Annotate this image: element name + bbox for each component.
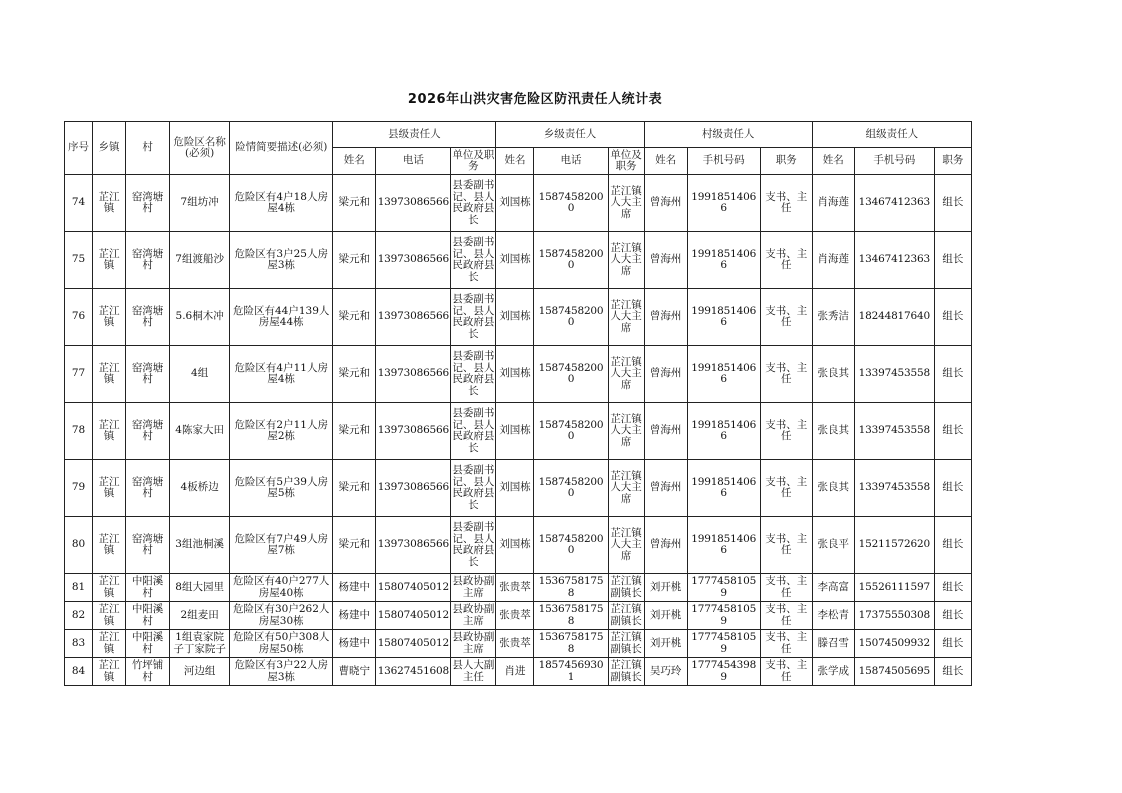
cell-village-leader-name: 曾海州	[644, 517, 687, 574]
table-row	[65, 602, 972, 630]
cell-township-phone: 15874582000	[534, 175, 608, 232]
cell-town: 芷江镇	[93, 289, 126, 346]
cell-county-duty: 县委副书记、县人民政府县长	[451, 517, 496, 574]
cell-village: 窑湾塘村	[126, 175, 170, 232]
cell-village: 竹坪铺村	[126, 658, 170, 686]
cell-village: 窑湾塘村	[126, 346, 170, 403]
cell-team-leader-duty: 组长	[934, 574, 971, 602]
table-row	[65, 346, 972, 403]
header-township-duty: 单位及职务	[608, 148, 644, 175]
cell-team-leader-mobile: 13397453558	[854, 403, 934, 460]
cell-county-phone: 13973086566	[376, 460, 451, 517]
cell-team-leader-mobile: 15211572620	[854, 517, 934, 574]
cell-township-phone: 15874582000	[534, 346, 608, 403]
cell-description: 危险区有44户139人房屋44栋	[230, 289, 333, 346]
cell-township-name: 刘国栋	[496, 460, 534, 517]
cell-seq: 81	[65, 574, 93, 602]
cell-village-leader-mobile: 17774581059	[687, 630, 760, 658]
cell-township-duty: 芷江镇人大主席	[608, 517, 644, 574]
header-team-mobile: 手机号码	[854, 148, 934, 175]
table-row	[65, 175, 972, 232]
cell-village-leader-mobile: 19918514066	[687, 517, 760, 574]
cell-team-leader-mobile: 15074509932	[854, 630, 934, 658]
cell-seq: 79	[65, 460, 93, 517]
cell-team-leader-duty: 组长	[934, 460, 971, 517]
cell-county-phone: 13973086566	[376, 403, 451, 460]
cell-area-name: 4板桥边	[170, 460, 230, 517]
cell-county-name: 杨建中	[333, 630, 376, 658]
cell-county-name: 杨建中	[333, 602, 376, 630]
cell-county-duty: 县委副书记、县人民政府县长	[451, 289, 496, 346]
header-township-name: 姓名	[496, 148, 534, 175]
cell-county-duty: 县人大副主任	[451, 658, 496, 686]
cell-county-name: 梁元和	[333, 403, 376, 460]
header-village-name: 姓名	[644, 148, 687, 175]
cell-team-leader-name: 张良其	[812, 346, 854, 403]
cell-village-leader-name: 刘开桃	[644, 574, 687, 602]
cell-description: 危险区有50户308人房屋50栋	[230, 630, 333, 658]
cell-township-phone: 15367581758	[534, 630, 608, 658]
cell-description: 危险区有3户25人房屋3栋	[230, 232, 333, 289]
cell-team-leader-name: 张良其	[812, 403, 854, 460]
cell-village-leader-name: 刘开桃	[644, 630, 687, 658]
cell-county-duty: 县政协副主席	[451, 602, 496, 630]
cell-village-leader-duty: 支书、主任	[760, 517, 812, 574]
cell-team-leader-name: 肖海莲	[812, 232, 854, 289]
cell-village: 窑湾塘村	[126, 403, 170, 460]
cell-township-duty: 芷江镇人大主席	[608, 175, 644, 232]
cell-township-duty: 芷江镇人大主席	[608, 403, 644, 460]
cell-township-name: 肖进	[496, 658, 534, 686]
cell-team-leader-name: 滕召雪	[812, 630, 854, 658]
cell-village-leader-name: 曾海州	[644, 403, 687, 460]
cell-description: 危险区有40户277人房屋40栋	[230, 574, 333, 602]
cell-town: 芷江镇	[93, 658, 126, 686]
header-village-mobile: 手机号码	[687, 148, 760, 175]
header-team-name: 姓名	[812, 148, 854, 175]
header-village-group: 村级责任人	[644, 122, 812, 148]
cell-township-name: 刘国栋	[496, 289, 534, 346]
cell-team-leader-duty: 组长	[934, 232, 971, 289]
cell-township-phone: 18574569301	[534, 658, 608, 686]
cell-team-leader-name: 李高富	[812, 574, 854, 602]
header-township-group: 乡级责任人	[496, 122, 644, 148]
cell-area-name: 1组袁家院子丁家院子	[170, 630, 230, 658]
cell-village: 窑湾塘村	[126, 517, 170, 574]
cell-seq: 80	[65, 517, 93, 574]
cell-county-duty: 县委副书记、县人民政府县长	[451, 232, 496, 289]
responsibility-table	[64, 121, 972, 686]
cell-village-leader-name: 曾海州	[644, 232, 687, 289]
table-row	[65, 460, 972, 517]
cell-village-leader-duty: 支书、主任	[760, 602, 812, 630]
cell-description: 危险区有30户262人房屋30栋	[230, 602, 333, 630]
cell-team-leader-mobile: 13467412363	[854, 232, 934, 289]
cell-village-leader-mobile: 17774581059	[687, 602, 760, 630]
cell-township-duty: 芷江镇人大主席	[608, 232, 644, 289]
cell-area-name: 5.6桐木冲	[170, 289, 230, 346]
cell-township-duty: 芷江镇人大主席	[608, 460, 644, 517]
cell-county-phone: 15807405012	[376, 574, 451, 602]
cell-area-name: 3组池桐溪	[170, 517, 230, 574]
page-title: 2026年山洪灾害危险区防汛责任人统计表	[407, 92, 663, 107]
cell-village-leader-duty: 支书、主任	[760, 175, 812, 232]
cell-village-leader-mobile: 17774581059	[687, 574, 760, 602]
cell-county-phone: 15807405012	[376, 602, 451, 630]
cell-seq: 76	[65, 289, 93, 346]
cell-seq: 74	[65, 175, 93, 232]
cell-team-leader-mobile: 13467412363	[854, 175, 934, 232]
cell-description: 危险区有7户49人房屋7栋	[230, 517, 333, 574]
cell-description: 危险区有5户39人房屋5栋	[230, 460, 333, 517]
table-row	[65, 658, 972, 686]
cell-county-name: 梁元和	[333, 289, 376, 346]
cell-township-duty: 芷江镇副镇长	[608, 658, 644, 686]
cell-village-leader-duty: 支书、主任	[760, 403, 812, 460]
cell-county-duty: 县委副书记、县人民政府县长	[451, 403, 496, 460]
cell-seq: 82	[65, 602, 93, 630]
cell-area-name: 7组坊冲	[170, 175, 230, 232]
cell-area-name: 7组渡船沙	[170, 232, 230, 289]
cell-village-leader-name: 刘开桃	[644, 602, 687, 630]
cell-township-phone: 15367581758	[534, 602, 608, 630]
cell-county-name: 梁元和	[333, 232, 376, 289]
cell-team-leader-duty: 组长	[934, 658, 971, 686]
header-township-phone: 电话	[534, 148, 608, 175]
cell-village-leader-duty: 支书、主任	[760, 460, 812, 517]
cell-description: 危险区有4户11人房屋4栋	[230, 346, 333, 403]
cell-team-leader-duty: 组长	[934, 602, 971, 630]
header-village: 村	[126, 122, 170, 175]
cell-town: 芷江镇	[93, 517, 126, 574]
cell-team-leader-name: 张良其	[812, 460, 854, 517]
cell-township-name: 张贵萃	[496, 630, 534, 658]
cell-village-leader-duty: 支书、主任	[760, 574, 812, 602]
header-county-phone: 电话	[376, 148, 451, 175]
cell-description: 危险区有4户18人房屋4栋	[230, 175, 333, 232]
cell-village: 中阳溪村	[126, 602, 170, 630]
cell-town: 芷江镇	[93, 602, 126, 630]
cell-area-name: 4组	[170, 346, 230, 403]
cell-county-phone: 13973086566	[376, 517, 451, 574]
cell-village-leader-name: 吴巧玲	[644, 658, 687, 686]
table-row	[65, 403, 972, 460]
cell-township-phone: 15874582000	[534, 232, 608, 289]
cell-county-name: 梁元和	[333, 346, 376, 403]
cell-township-duty: 芷江镇人大主席	[608, 346, 644, 403]
cell-village-leader-duty: 支书、主任	[760, 289, 812, 346]
cell-village: 窑湾塘村	[126, 289, 170, 346]
cell-village-leader-mobile: 19918514066	[687, 346, 760, 403]
cell-county-duty: 县委副书记、县人民政府县长	[451, 175, 496, 232]
cell-team-leader-mobile: 17375550308	[854, 602, 934, 630]
cell-county-duty: 县委副书记、县人民政府县长	[451, 346, 496, 403]
cell-village: 中阳溪村	[126, 574, 170, 602]
cell-village-leader-mobile: 19918514066	[687, 403, 760, 460]
cell-team-leader-name: 肖海莲	[812, 175, 854, 232]
cell-village-leader-duty: 支书、主任	[760, 658, 812, 686]
cell-area-name: 8组大园里	[170, 574, 230, 602]
cell-county-phone: 13973086566	[376, 232, 451, 289]
cell-township-phone: 15874582000	[534, 403, 608, 460]
cell-area-name: 4陈家大田	[170, 403, 230, 460]
table-row	[65, 232, 972, 289]
cell-county-duty: 县政协副主席	[451, 630, 496, 658]
cell-town: 芷江镇	[93, 175, 126, 232]
cell-description: 危险区有3户22人房屋3栋	[230, 658, 333, 686]
cell-team-leader-mobile: 13397453558	[854, 346, 934, 403]
cell-village: 中阳溪村	[126, 630, 170, 658]
header-county-name: 姓名	[333, 148, 376, 175]
cell-team-leader-duty: 组长	[934, 630, 971, 658]
table-row	[65, 289, 972, 346]
cell-village-leader-mobile: 17774543989	[687, 658, 760, 686]
cell-township-phone: 15874582000	[534, 517, 608, 574]
cell-seq: 84	[65, 658, 93, 686]
header-area-name: 危险区名称(必须)	[170, 122, 230, 175]
header-county-group: 县级责任人	[333, 122, 496, 148]
cell-village: 窑湾塘村	[126, 460, 170, 517]
header-team-duty: 职务	[934, 148, 971, 175]
cell-county-name: 梁元和	[333, 460, 376, 517]
table-row	[65, 517, 972, 574]
cell-township-name: 刘国栋	[496, 232, 534, 289]
cell-county-duty: 县委副书记、县人民政府县长	[451, 460, 496, 517]
cell-township-phone: 15874582000	[534, 289, 608, 346]
cell-team-leader-duty: 组长	[934, 517, 971, 574]
cell-area-name: 河边组	[170, 658, 230, 686]
cell-team-leader-mobile: 15874505695	[854, 658, 934, 686]
cell-county-name: 曹晓宁	[333, 658, 376, 686]
cell-village-leader-mobile: 19918514066	[687, 289, 760, 346]
cell-township-name: 张贵萃	[496, 602, 534, 630]
cell-village-leader-mobile: 19918514066	[687, 232, 760, 289]
cell-description: 危险区有2户11人房屋2栋	[230, 403, 333, 460]
cell-township-phone: 15367581758	[534, 574, 608, 602]
cell-team-leader-mobile: 13397453558	[854, 460, 934, 517]
cell-seq: 78	[65, 403, 93, 460]
header-description: 险情简要描述(必须)	[230, 122, 333, 175]
cell-village-leader-mobile: 19918514066	[687, 460, 760, 517]
cell-county-phone: 13973086566	[376, 346, 451, 403]
cell-township-duty: 芷江镇副镇长	[608, 602, 644, 630]
cell-village-leader-name: 曾海州	[644, 175, 687, 232]
header-county-duty: 单位及职务	[451, 148, 496, 175]
cell-village-leader-name: 曾海州	[644, 460, 687, 517]
cell-village-leader-duty: 支书、主任	[760, 630, 812, 658]
cell-team-leader-name: 张学成	[812, 658, 854, 686]
cell-township-duty: 芷江镇副镇长	[608, 630, 644, 658]
cell-village-leader-mobile: 19918514066	[687, 175, 760, 232]
cell-township-name: 刘国栋	[496, 517, 534, 574]
cell-village-leader-duty: 支书、主任	[760, 232, 812, 289]
cell-village-leader-name: 曾海州	[644, 346, 687, 403]
cell-town: 芷江镇	[93, 460, 126, 517]
cell-town: 芷江镇	[93, 574, 126, 602]
header-seq: 序号	[65, 122, 93, 175]
cell-village-leader-duty: 支书、主任	[760, 346, 812, 403]
cell-township-name: 刘国栋	[496, 346, 534, 403]
cell-team-leader-duty: 组长	[934, 403, 971, 460]
cell-township-name: 张贵萃	[496, 574, 534, 602]
header-town: 乡镇	[93, 122, 126, 175]
cell-county-name: 梁元和	[333, 517, 376, 574]
table-row	[65, 574, 972, 602]
cell-town: 芷江镇	[93, 232, 126, 289]
cell-seq: 77	[65, 346, 93, 403]
table-body	[65, 175, 972, 686]
cell-town: 芷江镇	[93, 403, 126, 460]
cell-team-leader-name: 李松青	[812, 602, 854, 630]
cell-team-leader-name: 张良平	[812, 517, 854, 574]
cell-county-name: 杨建中	[333, 574, 376, 602]
cell-county-phone: 13973086566	[376, 175, 451, 232]
cell-township-name: 刘国栋	[496, 175, 534, 232]
cell-area-name: 2组麦田	[170, 602, 230, 630]
cell-county-phone: 15807405012	[376, 630, 451, 658]
cell-county-duty: 县政协副主席	[451, 574, 496, 602]
cell-seq: 83	[65, 630, 93, 658]
cell-county-phone: 13973086566	[376, 289, 451, 346]
cell-team-leader-name: 张秀洁	[812, 289, 854, 346]
cell-team-leader-duty: 组长	[934, 346, 971, 403]
header-village-duty: 职务	[760, 148, 812, 175]
header-team-group: 组级责任人	[812, 122, 971, 148]
cell-town: 芷江镇	[93, 630, 126, 658]
cell-county-name: 梁元和	[333, 175, 376, 232]
cell-seq: 75	[65, 232, 93, 289]
cell-county-phone: 13627451608	[376, 658, 451, 686]
cell-village-leader-name: 曾海州	[644, 289, 687, 346]
cell-team-leader-mobile: 18244817640	[854, 289, 934, 346]
cell-township-duty: 芷江镇副镇长	[608, 574, 644, 602]
cell-township-name: 刘国栋	[496, 403, 534, 460]
cell-team-leader-duty: 组长	[934, 289, 971, 346]
cell-team-leader-mobile: 15526111597	[854, 574, 934, 602]
cell-town: 芷江镇	[93, 346, 126, 403]
cell-team-leader-duty: 组长	[934, 175, 971, 232]
table-row	[65, 630, 972, 658]
cell-township-duty: 芷江镇人大主席	[608, 289, 644, 346]
cell-village: 窑湾塘村	[126, 232, 170, 289]
cell-township-phone: 15874582000	[534, 460, 608, 517]
